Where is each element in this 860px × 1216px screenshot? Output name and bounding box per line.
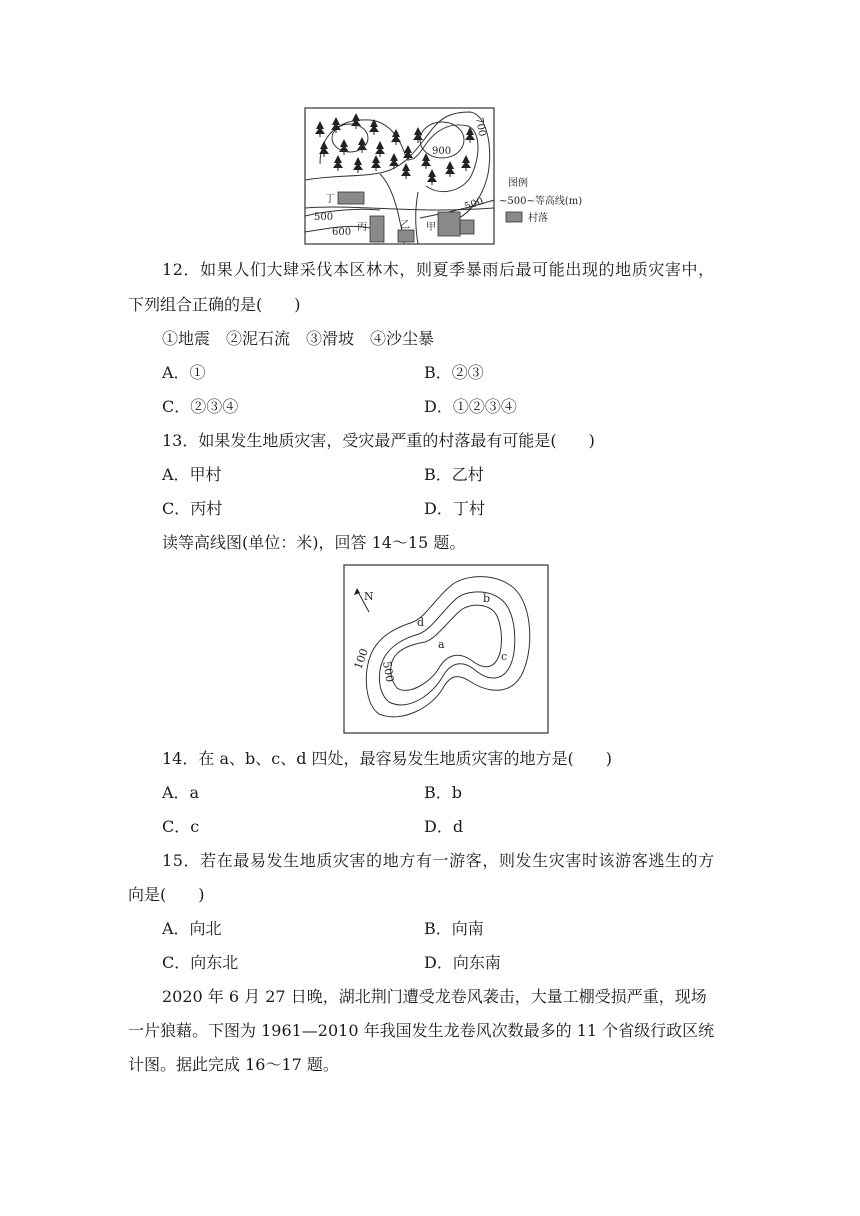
- q13-option-d[interactable]: D．丁村: [424, 499, 485, 518]
- legend-village-text: 村落: [528, 213, 548, 224]
- north-label: N: [364, 590, 374, 603]
- contour-line-middle: [379, 592, 514, 705]
- village-yi: [398, 230, 414, 242]
- q12-items: ①地震 ②泥石流 ③滑坡 ④沙尘暴: [162, 329, 435, 348]
- village-bing: [370, 216, 384, 242]
- point-d: d: [417, 616, 425, 629]
- q13-option-b[interactable]: B．乙村: [424, 465, 484, 484]
- point-c: c: [501, 650, 508, 663]
- contour-label-100: 100: [351, 646, 372, 672]
- q12-option-d[interactable]: D．①②③④: [424, 397, 517, 416]
- q13-stem: 13．如果发生地质灾害，受灾最严重的村落最有可能是( ): [162, 431, 595, 450]
- legend-village-swatch: [506, 212, 522, 222]
- q14-option-b[interactable]: B．b: [424, 783, 463, 802]
- q12-option-a[interactable]: A．①: [162, 363, 206, 382]
- village-label-bing: 丙: [357, 222, 367, 233]
- q14-option-a[interactable]: A．a: [162, 783, 200, 802]
- contour-map-figure-1: [300, 104, 600, 248]
- village-jia-annex: [460, 220, 474, 234]
- contour-valley-2: [416, 192, 418, 244]
- village-label-yi: 乙: [400, 220, 410, 231]
- village-label-ding: 丁: [325, 194, 335, 205]
- passage-line1: 2020 年 6 月 27 日晚，湖北荆门遭受龙卷风袭击，大量工棚受损严重，现场: [162, 987, 707, 1006]
- point-a: a: [438, 638, 445, 651]
- q14-option-c[interactable]: C．c: [162, 817, 200, 836]
- contour-label-900: 900: [432, 146, 452, 157]
- passage-line2: 一片狼藉。下图为 1961—2010 年我国发生龙卷风次数最多的 11 个省级行政区统: [128, 1021, 715, 1040]
- passage-line3: 计图。据此完成 16～17 题。: [128, 1055, 339, 1074]
- contour-label-500-left: 500: [314, 212, 334, 223]
- contour-line-100: [366, 577, 529, 717]
- contour-map-figure-2: [343, 564, 549, 734]
- q15-option-d[interactable]: D．向东南: [424, 953, 501, 972]
- q15-option-c[interactable]: C．向东北: [162, 953, 239, 972]
- contour-label-500: 500: [380, 660, 397, 684]
- q13-option-c[interactable]: C．丙村: [162, 499, 223, 518]
- contour-line-700: [320, 120, 478, 192]
- q12-stem-line2: 下列组合正确的是( ): [128, 295, 301, 314]
- village-ding: [338, 192, 364, 204]
- q12-stem-line1: 12．如果人们大肆采伐本区林木，则夏季暴雨后最可能出现的地质灾害中，: [162, 260, 715, 279]
- point-b: b: [483, 592, 491, 605]
- q13-option-a[interactable]: A．甲村: [162, 465, 222, 484]
- q15-stem-line1: 15．若在最易发生地质灾害的地方有一游客，则发生灾害时该游客逃生的方: [162, 851, 715, 870]
- legend-title: 图例: [508, 178, 528, 189]
- contour-label-600: 600: [332, 227, 352, 238]
- q14-stem: 14．在 a、b、c、d 四处，最容易发生地质灾害的地方是( ): [162, 749, 613, 768]
- q15-option-b[interactable]: B．向南: [424, 919, 484, 938]
- contour-label-500-right: 500: [463, 195, 485, 213]
- q15-option-a[interactable]: A．向北: [162, 919, 222, 938]
- intro-q14-15: 读等高线图(单位：米)，回答 14～15 题。: [162, 533, 466, 552]
- q14-option-d[interactable]: D．d: [424, 817, 464, 836]
- contour-label-700: 700: [473, 116, 488, 138]
- q12-option-b[interactable]: B．②③: [424, 363, 484, 382]
- q12-option-c[interactable]: C．②③④: [162, 397, 239, 416]
- legend-contour-value: ~500~等高线(m): [499, 196, 583, 207]
- contour-line-500: [391, 605, 502, 690]
- village-jia: [438, 212, 460, 236]
- village-label-jia: 甲: [426, 222, 436, 233]
- q15-stem-line2: 向是( ): [128, 885, 205, 904]
